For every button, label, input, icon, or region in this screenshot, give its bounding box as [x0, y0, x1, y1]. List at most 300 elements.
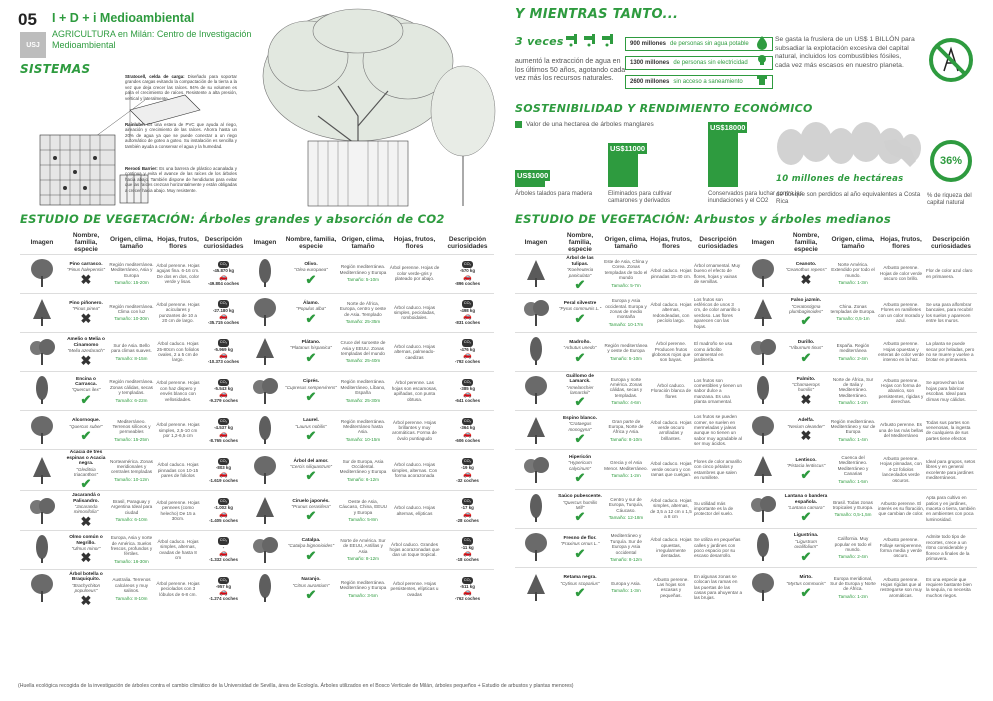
common-name: Álamo.	[303, 300, 319, 306]
utility-icons	[754, 35, 770, 91]
scientific-name: "Pistacia lentiscus"	[786, 463, 826, 469]
stat-electricity: 1300 millones de personas sin electricidad	[625, 56, 773, 70]
species-name	[64, 293, 108, 332]
mientras-title: Y MIENTRAS TANTO...	[515, 7, 679, 22]
co2-badge: CO₂	[462, 537, 473, 544]
common-name: Ligustrina.	[793, 533, 819, 539]
common-name: Hipericón	[568, 454, 592, 460]
check-icon: ✔	[574, 394, 586, 410]
origin-text: Australia. Terrenos calcáreos y muy salinos.	[112, 577, 151, 594]
scientific-name: "Lantana camara"	[787, 504, 825, 510]
check-icon: ✔	[80, 476, 92, 491]
species-name	[557, 450, 603, 489]
legend-text: Valor de una hectarea de árboles manglares	[526, 121, 654, 128]
co2-badge: CO₂	[218, 339, 229, 346]
tree-image	[20, 530, 64, 569]
species-name	[64, 450, 108, 491]
co2-cell	[441, 254, 494, 293]
percent-circle: 36%	[930, 140, 972, 182]
tree-image	[515, 372, 557, 411]
origin-text: Región mediterránea. Zonas cálidas, secas y templadas.	[109, 379, 154, 396]
tree-image	[743, 411, 783, 450]
bar-value-conserved: US$18000	[710, 123, 746, 132]
size-text: Tamaño: 10-17m	[608, 321, 644, 327]
origin-cell	[829, 411, 877, 450]
co2-badge: CO₂	[462, 261, 473, 268]
description-cell: En algunas zonas se colocan las ramas en las puertas de las casas para ahuyentar a las brujas.	[693, 568, 743, 607]
origin-text: Norte de África, Sur de Italia y Mediterráneo. Mediterráneo.	[832, 376, 874, 398]
car-icon: 🚗	[463, 470, 472, 478]
check-icon: ✔	[574, 545, 586, 561]
leaves-cell: Árbol caduco. Floración blanca de flores	[649, 372, 693, 411]
tree-image	[515, 254, 557, 293]
leaves-cell: Árbol perenne. Las hojas son escamosas, apiñadas, con punta obtusa.	[388, 372, 441, 411]
species-name	[783, 332, 829, 371]
table-row	[20, 254, 494, 293]
car-icon: 🚗	[463, 549, 472, 557]
car-icon: 🚗	[463, 510, 472, 518]
origin-cell	[829, 528, 877, 567]
co2-cell	[201, 254, 246, 293]
cars-value: -35.715 coches	[207, 319, 240, 325]
car-icon: 🚗	[219, 273, 228, 281]
description-cell: Se usa para alfombrar bancales, para recubrir los suelos y aparecen entre los muros.	[925, 293, 977, 332]
common-name: Lentisco.	[795, 457, 817, 463]
leaves-cell: Arbusto perenne. Hojas opuestas y enteras de color verde intenso en la haz.	[877, 332, 925, 371]
bar-conserved	[708, 131, 738, 187]
check-icon: ✔	[305, 508, 317, 524]
scientific-name: "Fraxinus ornus L."	[560, 541, 600, 547]
origin-text: Este de Asia, China y Corea. Zonas templadas de todo el mundo	[604, 259, 648, 281]
leaves-cell: Árbol caduco. Hojas simples, alternas, de 3,5 a 12 cm x 1,5 a 8 cm	[649, 489, 693, 528]
tree-image	[20, 491, 64, 530]
origin-cell	[108, 491, 155, 530]
col-hojas: Hojas, frutos, flores	[157, 235, 199, 250]
scientific-name: "Olea europaea"	[294, 267, 328, 273]
leaves-cell: Árbol caduco. Hojas verde oscuro y con ramas que cuelgan.	[649, 450, 693, 489]
scientific-name: "Ulmus minor"	[71, 545, 101, 551]
col-imagen: Imagen	[253, 239, 277, 247]
leaves-cell: Árbol perenne. Hojas con haz dispero y envés blanco con vellosidades.	[155, 372, 201, 411]
tree-image	[743, 489, 783, 528]
description-cell: Los frutos son comestibles y tienen un sabor dulce a manzana. Es una planta ornamental.	[693, 372, 743, 411]
co2-badge: CO₂	[462, 379, 473, 386]
co2-cell	[201, 411, 246, 450]
stat-sanitation: 2600 millones sin acceso a saneamiento	[625, 75, 773, 89]
origin-text: Mediterráneo. Terrenos silíceos y permeables	[112, 418, 151, 435]
col-origen: Origen, clima, tamaño	[831, 235, 875, 250]
university-logo: USJ	[20, 32, 46, 58]
species-name	[284, 332, 338, 371]
origin-cell	[338, 491, 388, 530]
origin-cell	[603, 372, 649, 411]
origin-text: Región mediterránea. Mediterráneo hasta Asia.	[340, 418, 386, 435]
forest-text: de bosque son perdidos al año equivalentes a Costa Rica	[776, 191, 921, 205]
description-cell: Se utiliza en pequeñas calles y jardines con poco espacio por su escaso desarrollo.	[693, 528, 743, 567]
cross-icon: ✖	[800, 428, 812, 444]
cars-value: -1.274 coches	[209, 596, 238, 602]
leaves-cell: Arbusto perenne. El interés es su floración, que cambian de color.	[877, 489, 925, 528]
scientific-name: "Laurus nobilis"	[295, 423, 327, 429]
species-name	[64, 254, 108, 293]
col-imagen: Imagen	[30, 239, 54, 247]
co2-badge: CO₂	[218, 498, 229, 505]
cars-value: -641 coches	[454, 398, 481, 404]
scientific-name: "Cupresus sempervirens"	[285, 384, 337, 390]
co2-cell	[441, 491, 494, 530]
leaves-cell: Árbol caduco. Hojas simples, pecioladas, romboidales.	[388, 293, 441, 332]
common-name: Peral silvestre	[563, 300, 597, 306]
origin-cell	[603, 489, 649, 528]
tree-illustration	[258, 6, 503, 211]
common-name: Árbol botella o Braquiquito.	[69, 571, 103, 583]
common-name: Árbol del amor.	[293, 458, 329, 464]
size-text: Tamaño: 8-12m	[610, 557, 642, 563]
tree-image	[246, 332, 284, 371]
co2-cell	[441, 569, 494, 608]
origin-text: California. Muy popular en todo el mundo.	[834, 536, 872, 552]
tree-image	[20, 293, 64, 332]
origin-cell	[108, 530, 155, 569]
tree-image	[20, 254, 64, 293]
species-name	[557, 411, 603, 450]
origin-cell	[829, 568, 877, 607]
stratocell-text: Stratocell, celda de carga: Diseñado para soportar grandes cargas evitando la compactación de la tierra a la vez que deja crecer las raíces. 94% de su volumen es para el crecimiento de raíces. Resistente a alta presión, vertical y lateralmente.	[125, 74, 237, 101]
co2-cell	[201, 530, 246, 569]
water-extraction-text: aumentó la extracción de agua en los últimos 50 años, agotando cada vez más los recursos naturales.	[515, 58, 626, 82]
car-icon: 🚗	[463, 312, 472, 320]
species-name	[783, 528, 829, 567]
cars-value: -896 coches	[454, 280, 481, 286]
scientific-name: "Platanus hispanica"	[290, 345, 332, 351]
leaves-cell: Árbol caduco. Hojas opuestas, irregularmente dentadas.	[649, 528, 693, 567]
scientific-name: "Crataegus monogyna"	[568, 421, 592, 432]
origin-text: Región mediterránea. Mediterráneo y Europa	[339, 580, 387, 591]
leaves-cell: Árbol perenne. Hojas de color verde-gris y plateado por abajo.	[388, 254, 441, 293]
species-name	[64, 332, 108, 371]
origin-text: Mediterráneo y Turquía. Sur de Europa y Asia occidental	[610, 533, 642, 555]
car-icon: 🚗	[219, 470, 228, 478]
table-row	[515, 568, 977, 607]
stat-water: 900 millones de personas sin agua potable	[625, 37, 773, 51]
origin-text: Europa y Asia.	[611, 580, 641, 586]
co2-badge: CO₂	[218, 261, 229, 268]
table-shrubs	[515, 232, 977, 607]
common-name: Catalpa.	[301, 537, 321, 543]
co2-cell	[441, 372, 494, 411]
size-text: Tamaño: 1-2m	[838, 400, 868, 406]
common-name: Saúco pubescente.	[558, 494, 602, 500]
size-text: Tamaño: 25-30m	[345, 397, 381, 403]
size-text: Tamaño: 1-5m	[838, 478, 868, 484]
col-origen: Origen, clima, tamaño	[341, 235, 385, 250]
car-icon: 🚗	[463, 589, 472, 597]
times-label: 3 veces	[515, 35, 564, 48]
co2-cell	[441, 450, 494, 491]
common-name: Durillo.	[797, 340, 815, 346]
species-name	[284, 530, 338, 569]
co2-value: -498 kg	[459, 307, 476, 313]
common-name: Olivo.	[304, 261, 318, 267]
origin-cell	[603, 528, 649, 567]
origin-cell	[603, 411, 649, 450]
table-row	[20, 332, 494, 371]
tree-image	[246, 411, 284, 450]
common-name: Ceanoto.	[795, 261, 817, 267]
col-imagen: Imagen	[751, 239, 775, 247]
scientific-name: "Chamaerops humilis"	[792, 381, 820, 393]
common-name: Pino piñonero.	[69, 300, 103, 306]
size-text: Tamaño: 8-12m	[347, 556, 379, 562]
cars-value: -606 coches	[454, 437, 481, 443]
co2-badge: CO₂	[462, 300, 473, 307]
origin-text: Norte de América. Sur de EEUU, Antillas y Asia	[340, 537, 386, 554]
size-text: Tamaño: 6-22m	[115, 397, 148, 403]
co2-value: -	[222, 544, 225, 550]
co2-cell	[441, 411, 494, 450]
col-nombre: Nombre, familia, especie	[285, 235, 337, 250]
co2-value: -803 kg	[215, 465, 232, 471]
cars-value: -831 coches	[454, 319, 481, 325]
species-name	[64, 372, 108, 411]
origin-cell	[108, 450, 155, 491]
common-name: Laurel.	[303, 418, 319, 424]
common-name: Fresno de flor.	[563, 536, 597, 541]
size-text: Tamaño: 3-5m	[348, 592, 378, 598]
origin-text: China. Zonas templadas de Europa.	[830, 303, 876, 315]
tree-image	[20, 332, 64, 371]
origin-cell	[108, 569, 155, 608]
common-name: Madroño.	[569, 340, 591, 346]
check-icon: ✔	[800, 548, 812, 564]
leaves-cell: Árbol perenne. Hojas simples, 2,5-10 cm por 1,2-6,5 cm	[155, 411, 201, 450]
cross-icon: ✖	[80, 592, 92, 608]
cars-value: -32 coches	[456, 477, 479, 483]
origin-text: Región mediterránea. Mediterráneo, Asia y Europa	[109, 261, 154, 278]
check-icon: ✔	[800, 509, 812, 525]
tree-image	[20, 569, 64, 608]
leaves-cell: Arbusto perenne. Flores en ramilletes con un color morado y azul.	[877, 293, 925, 332]
car-icon: 🚗	[219, 589, 228, 597]
footer-note: (Huella ecológica recogida de la investigación de árboles contra el cambio climático de la Universidad de Sevilla, área de Ecología. Árboles utilizados en el Bosco Verticale de Milán, árboles pequeños + Estudio de arbustos y plantas menores)	[18, 683, 574, 689]
origin-cell	[829, 489, 877, 528]
check-icon: ✔	[80, 428, 92, 444]
origin-text: Europa, Asia y norte de América. Suelos frescos, profundos y fértiles.	[110, 535, 153, 557]
car-icon: 🚗	[219, 430, 228, 438]
check-icon: ✔	[800, 467, 812, 483]
size-text: Tamaño: 1-2m	[838, 593, 868, 599]
common-name: Alcornoque.	[72, 418, 100, 424]
co2-badge: CO₂	[218, 537, 229, 544]
co2-badge: CO₂	[218, 300, 229, 307]
leaves-cell: Arbusto perenne. Las hojas son escasas y pequeñas.	[649, 568, 693, 607]
leaves-cell: Árbol perenne. Hojas aciculares y punzantes de 10 a 20 cm de largo.	[155, 293, 201, 332]
cross-icon: ✖	[80, 550, 92, 566]
table-large-trees	[20, 232, 494, 609]
tree-image	[515, 293, 557, 332]
co2-badge: CO₂	[462, 498, 473, 505]
species-name	[783, 293, 829, 332]
origin-text: Región mediterránea. Mediterráneo y Europa	[339, 264, 387, 275]
common-name: Encina o Carrasca.	[75, 376, 97, 387]
check-icon: ✔	[305, 389, 317, 405]
scientific-name: "Catalpa bignonioides"	[287, 543, 335, 549]
col-hojas: Hojas, frutos, flores	[650, 235, 692, 250]
cross-icon: ✖	[80, 271, 92, 287]
origin-cell	[338, 530, 388, 569]
origin-text: Norteamérica. Zonas meridionales y centrales templadas	[110, 458, 153, 475]
leaves-cell: Árbol perenne. Hojas pennees (como helecho) De 15 a 30cm.	[155, 491, 201, 530]
origin-text: Grecia y el Asia Menor. Mediterráneo.	[604, 460, 648, 471]
no-oil-icon	[928, 37, 974, 83]
car-icon: 🚗	[219, 312, 228, 320]
sostenibilidad-title: SOSTENIBILIDAD Y RENDIMIENTO ECONÓMICO	[515, 102, 813, 115]
tree-image	[743, 332, 783, 371]
table-row	[20, 293, 494, 332]
tree-image	[246, 372, 284, 411]
leaves-cell: Árbol caduco. Hojas simples, alternas, ovadas de hasta 8 cm	[155, 530, 201, 569]
tree-image	[515, 528, 557, 567]
col-desc: Descripción curiosidades	[930, 235, 972, 250]
origin-cell	[603, 293, 649, 332]
tree-image	[743, 450, 783, 489]
co2-badge: CO₂	[218, 577, 229, 584]
bar-timber	[515, 181, 545, 187]
car-icon: 🚗	[219, 352, 228, 360]
bar-label-timber: Árboles talados para madera	[515, 191, 593, 197]
co2-cell	[441, 293, 494, 332]
origin-cell	[338, 293, 388, 332]
common-name: Ciruelo japonés.	[292, 498, 330, 504]
size-text: Tamaño: 6-12m	[347, 476, 379, 482]
leaves-cell: Árbol perenne. Hojas peciolados con 3 lóbulos de 6-8 cm.	[155, 569, 201, 608]
check-icon: ✔	[800, 313, 812, 329]
scientific-name: "Amelanchier lamarckii"	[566, 384, 594, 396]
stratocell-grid-icon	[40, 135, 115, 205]
bar-value-timber: US$1000	[517, 171, 549, 180]
co2-value: -17 kg	[461, 505, 474, 511]
description-cell: Ideal para grupos, setos libres y en general excelente para jardines mediterráneos.	[925, 450, 977, 489]
leaves-cell: Árbol caduco. Hojas pinnadas 15-40 cm.	[649, 254, 693, 293]
co2-cell	[201, 293, 246, 332]
common-name: Acacia de tres espinas o Acacia negra.	[66, 450, 106, 467]
car-icon: 🚗	[463, 391, 472, 399]
origin-text: Región mediterránea. Mediterráneo y sur de Europa	[830, 418, 876, 435]
scientific-name: "Pinus halepensis"	[67, 267, 105, 273]
common-name: Adelfa.	[798, 418, 814, 424]
origin-cell	[108, 411, 155, 450]
scientific-name: "Cytisus scoparius"	[560, 580, 600, 586]
origin-cell	[829, 332, 877, 371]
leaves-cell: Árbol caduco. Hojas pinnadas con 10-15 pares de foliolos	[155, 450, 201, 491]
species-name	[557, 528, 603, 567]
table-row	[515, 411, 977, 450]
size-text: Tamaño: 15-25m	[114, 436, 149, 442]
origin-cell	[338, 332, 388, 371]
sistemas-title: SISTEMAS	[20, 62, 91, 76]
species-name	[557, 568, 603, 607]
car-icon: 🚗	[219, 549, 228, 557]
size-text: Tamaño: 8-10m	[115, 595, 148, 601]
table-row	[515, 489, 977, 528]
co2-badge: CO₂	[462, 418, 473, 425]
description-cell: Su utilidad más importante es la de protector del suelo.	[693, 489, 743, 528]
origin-cell	[338, 569, 388, 608]
origin-text: Cruce del suroeste de Asia y EEUU. Zonas templadas del mundo	[340, 340, 386, 356]
origin-cell	[829, 450, 877, 489]
col-nombre: Nombre, familia, especie	[566, 232, 594, 254]
description-cell: El madroño se usa como árbolito ornamental en jardinería.	[693, 332, 743, 371]
origin-text: Oeste de Asia, Cáucaso, China, EEUU y Europa	[339, 498, 388, 515]
common-name: Árbol de las tulipas.	[566, 256, 594, 267]
origin-cell	[108, 372, 155, 411]
bulb-icon	[758, 55, 766, 65]
common-name: Palmito.	[796, 376, 816, 382]
cars-value: -1.332 coches	[209, 556, 238, 562]
co2-badge: CO₂	[462, 577, 473, 584]
tree-image	[743, 372, 783, 411]
tree-image	[246, 569, 284, 608]
co2-value: -511 kg	[460, 583, 475, 589]
scientific-name: "Quercus ilex"	[71, 387, 101, 393]
cars-value: -1.405 coches	[209, 517, 238, 523]
origin-text: Sur de Asia. Bello para climas suaves.	[111, 342, 152, 354]
common-name: Ciprés.	[302, 379, 320, 385]
origin-cell	[603, 568, 649, 607]
size-text: Tamaño: 5-8m	[348, 516, 378, 522]
size-text: Tamaño: 4-6m	[611, 400, 641, 406]
scientific-name: "Quercus suber"	[69, 423, 103, 429]
origin-cell	[338, 450, 388, 491]
check-icon: ✔	[574, 430, 586, 446]
size-text: Tamaño: 12-18m	[608, 515, 644, 521]
description-cell: Apta para cultivo en patios y en jardines, maceta o tierra, también en ambientes con poca luminosidad.	[925, 489, 977, 528]
description-cell: Es una especie que requiere bastante bien la sequía, no necesita muchos riegos.	[925, 568, 977, 607]
co2-value: -45.870 kg	[212, 268, 235, 274]
co2-value: -570 kg	[459, 268, 476, 274]
size-text: Tamaño: 1-3m	[611, 588, 641, 594]
co2-badge: CO₂	[462, 458, 473, 465]
cars-value: -28 coches	[456, 517, 479, 523]
common-name: Plátano.	[301, 340, 321, 346]
subsidies-text: Se gasta la fruslera de un US$ 1 BILLÓN para subsadiar la explotación excesiva del capital natural, incluidos los combustibles fósiles, cada vez más escasos en nuestro planeta.	[775, 36, 915, 69]
cross-icon: ✖	[80, 310, 92, 326]
species-name	[284, 254, 338, 293]
origin-text: Cuenca del Mediterráneo. Mediterráneo y Canarias	[837, 455, 869, 477]
co2-cell	[441, 530, 494, 569]
common-name: Amelio o Melia o Cinamomo	[67, 337, 105, 348]
check-icon: ✔	[305, 349, 317, 365]
rainlube-text: Rainlube: Es una estera de PVC que ayuda al riego, aireación y crecimiento de las raíces. Ahorra hasta un 20% de agua ya que se puede conectar a un riego automático de goteo a goteo. Su instalación es sencilla y también ayuda a conservar el agua y la humedad.	[125, 122, 237, 149]
species-name	[783, 411, 829, 450]
origin-text: Brasil. Todas zonas tropicales y Europa.	[832, 499, 874, 511]
origin-text: Sur de Europa, Asia Occidental. Mediterráneo y Europa	[339, 458, 387, 475]
origin-cell	[829, 293, 877, 332]
check-icon: ✔	[305, 428, 317, 444]
tree-image	[246, 293, 284, 332]
scientific-name: "Viburnum tinus"	[789, 345, 823, 351]
table-row	[515, 450, 977, 489]
cars-value: -762 coches	[454, 596, 481, 602]
species-name	[64, 569, 108, 608]
co2-value: -4.537 kg	[214, 425, 233, 431]
size-text: Tamaño: 0,5-1,5m	[834, 512, 872, 518]
origin-cell	[829, 254, 877, 293]
cars-value: -9.279 coches	[209, 398, 238, 404]
cars-value: -8.765 coches	[209, 437, 238, 443]
size-text: Tamaño: 16-30m	[114, 558, 149, 564]
bar-shrimp	[608, 152, 638, 187]
